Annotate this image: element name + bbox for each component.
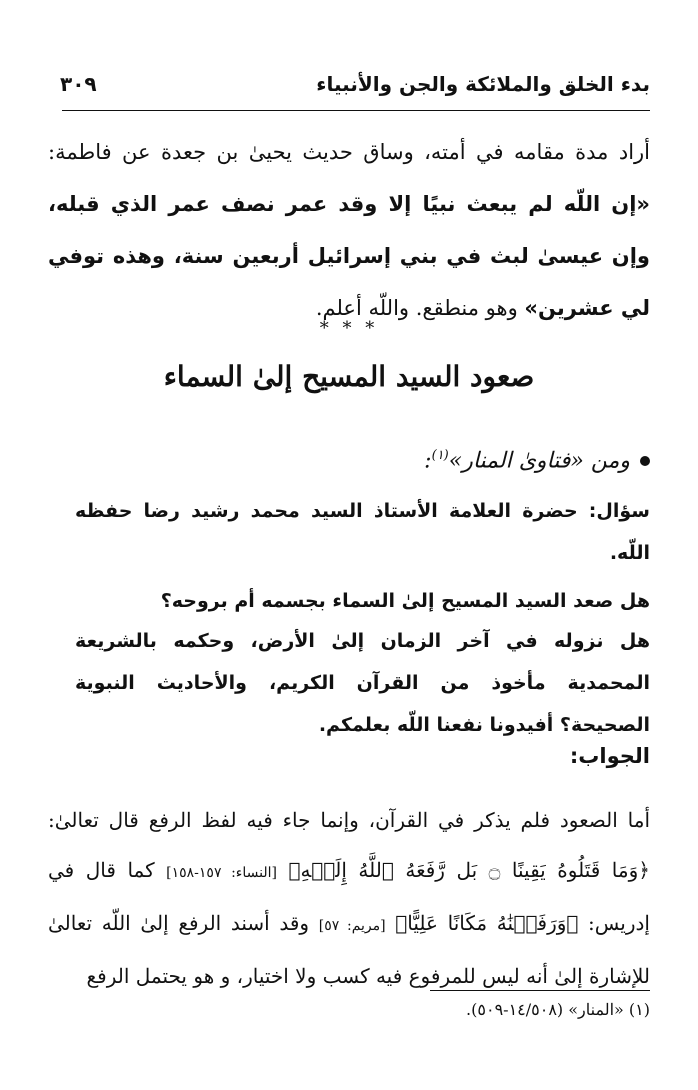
quran-verse-2: ﴿وَرَفَعۡنَٰهُ مَكَانًا عَلِيًّا﴾ [395,911,579,935]
footnote-ref: (١) [431,448,449,463]
source-text: ومن «فتاوىٰ المنار» [448,448,630,474]
intro-paragraph [48,126,650,334]
question-2: هل نزوله في آخر الزمان إلىٰ الأرض، وحكمه بالشريعة المحمدية مأخوذ من القرآن الكريم، والأحاديث النبوية الصحيحة؟ أفيدونا نفعنا اللّه بعلمكم. [75,630,650,736]
footnote-rule [430,990,650,991]
section-separator: * * * [319,318,379,339]
hadith-quote: «إن اللّه لم يبعث نبيًا إلا وقد عمر نصف عمر الذي قبله، وإن عيسىٰ لبث في بني إسرائيل أربعين سنة، وهذه توفي لي عشرين» [48,192,650,320]
verse-ref-2: [مريم: ٥٧] [318,918,386,934]
page-number: ٣٠٩ [60,72,97,96]
verse-ref-1: [النساء: ١٥٧-١٥٨] [166,865,277,881]
answer-part-2: كما قال في إدريس: [48,858,650,935]
bullet-icon [640,456,650,466]
answer-part-3: وقد أسند الرفع إلىٰ اللّه تعالىٰ للإشارة إلىٰ أنه ليس للمرفوع فيه كسب ولا اختيار، و هو يحتمل الرفع [48,911,650,988]
page-header [60,62,650,106]
header-rule [62,110,650,111]
source-line [48,436,650,481]
source-suffix: : [424,448,432,474]
answer-paragraph [48,795,650,1001]
running-title: بدء الخلق والملائكة والجن والأنبياء [316,72,650,96]
footnote: (١) «المنار» (١٤/٥٠٨-٥٠٩). [466,1000,650,1019]
quran-verse-1: ﴿وَمَا قَتَلُوهُ يَقِينًا ۝ بَل رَّفَعَهُ ٱللَّهُ إِلَيۡهِ﴾ [288,858,650,882]
answer-label: الجواب: [569,744,650,768]
intro-text-end: وهو منطقع. واللّه أعلم. [315,296,525,320]
question-addressee: سؤال: حضرة العلامة الأستاذ السيد محمد رشيد رضا حفظه اللّه. [75,500,650,564]
intro-text-start: أراد مدة مقامه في أمته، وساق حديث يحيىٰ بن جعدة عن فاطمة: [48,140,650,164]
question-1: هل صعد السيد المسيح إلىٰ السماء بجسمه أم بروحه؟ [160,590,650,612]
section-title: صعود السيد المسيح إلىٰ السماء [163,360,535,393]
answer-part-1: أما الصعود فلم يذكر في القرآن، وإنما جاء فيه لفظ الرفع قال تعالىٰ: [48,808,650,832]
